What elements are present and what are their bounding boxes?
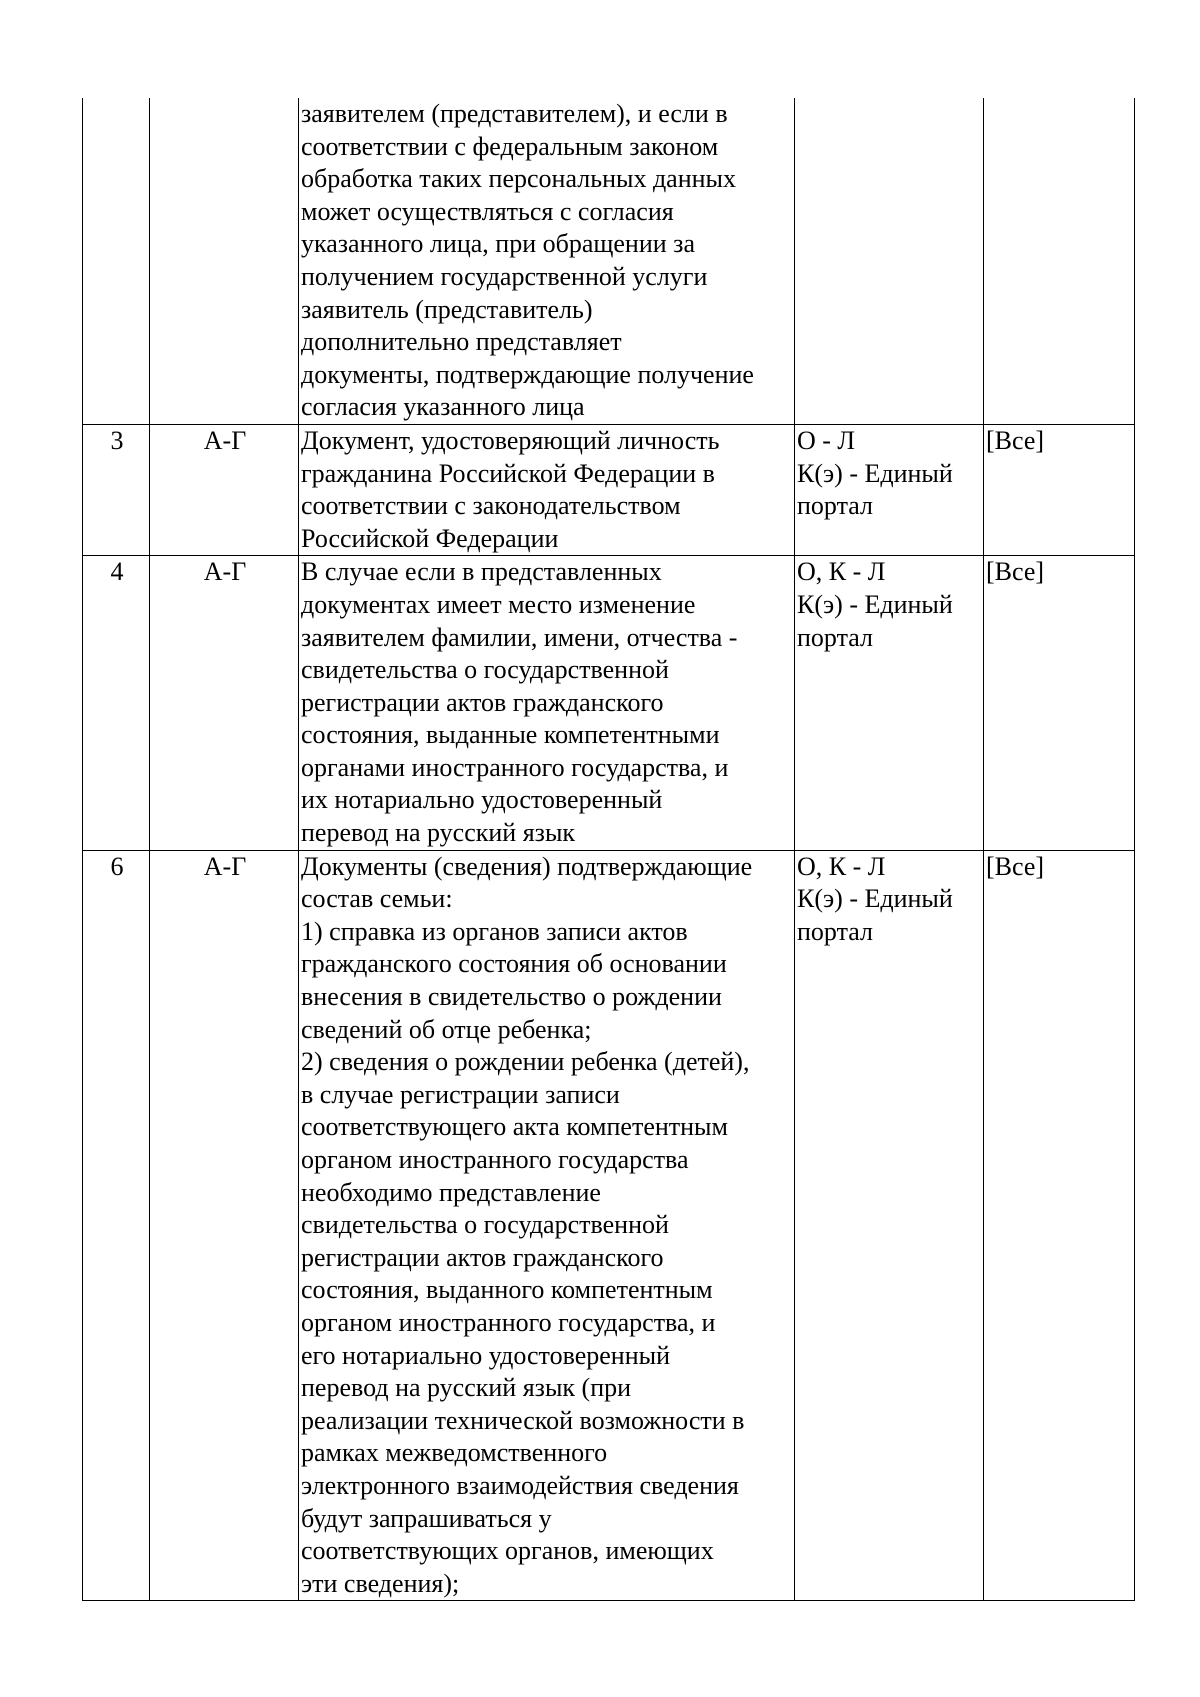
document-description-cell: В случае если в представленных документах имеет место изменение заявителем фамилии, имени, отчества - свидетельства о государственной регистрации актов гражданского состояния, выданные компетентными органами иностранного государства, и их нотариально удостоверенный перевод на русский язык [299, 556, 795, 850]
row-number-cell: 4 [83, 556, 150, 850]
submission-form-cell: О, К - Л К(э) - Единый портал [795, 850, 984, 1601]
row-number-cell: 6 [83, 850, 150, 1601]
document-description-cell: заявителем (представителем), и если в соответствии с федеральным законом обработка таких персональных данных может осуществляться с согласия указанного лица, при обращении за получением государственной услуги заявитель (представитель) дополнительно представляет документы, подтверждающие получение согласия указанного лица [299, 98, 795, 424]
table-row [83, 98, 1135, 424]
table-row [83, 556, 1135, 850]
category-cell: А-Г [150, 424, 299, 555]
submission-form-cell [795, 98, 984, 424]
category-cell: А-Г [150, 850, 299, 1601]
applies-to-cell: [Все] [984, 850, 1135, 1601]
table-row [83, 850, 1135, 1601]
applies-to-cell: [Все] [984, 424, 1135, 555]
submission-form-cell: О - Л К(э) - Единый портал [795, 424, 984, 555]
category-cell: А-Г [150, 556, 299, 850]
submission-form-cell: О, К - Л К(э) - Единый портал [795, 556, 984, 850]
category-cell [150, 98, 299, 424]
row-number-cell: 3 [83, 424, 150, 555]
document-description-cell: Документы (сведения) подтверждающие состав семьи: 1) справка из органов записи актов гражданского состояния об основании внесения в свидетельство о рождении сведений об отце ребенка; 2) сведения о рождении ребенка (детей), в случае регистрации записи соответствующего акта компетентным органом иностранного государства необходимо представление свидетельства о государственной регистрации актов гражданского состояния, выданного компетентным органом иностранного государства, и его нотариально удостоверенный перевод на русский язык (при реализации технической возможности в рамках межведомственного электронного взаимодействия сведения будут запрашиваться у соответствующих органов, имеющих эти сведения); [299, 850, 795, 1601]
applies-to-cell: [Все] [984, 556, 1135, 850]
row-number-cell [83, 98, 150, 424]
documents-table [82, 98, 1135, 1601]
document-description-cell: Документ, удостоверяющий личность гражданина Российской Федерации в соответствии с законодательством Российской Федерации [299, 424, 795, 555]
applies-to-cell [984, 98, 1135, 424]
table-row [83, 424, 1135, 555]
